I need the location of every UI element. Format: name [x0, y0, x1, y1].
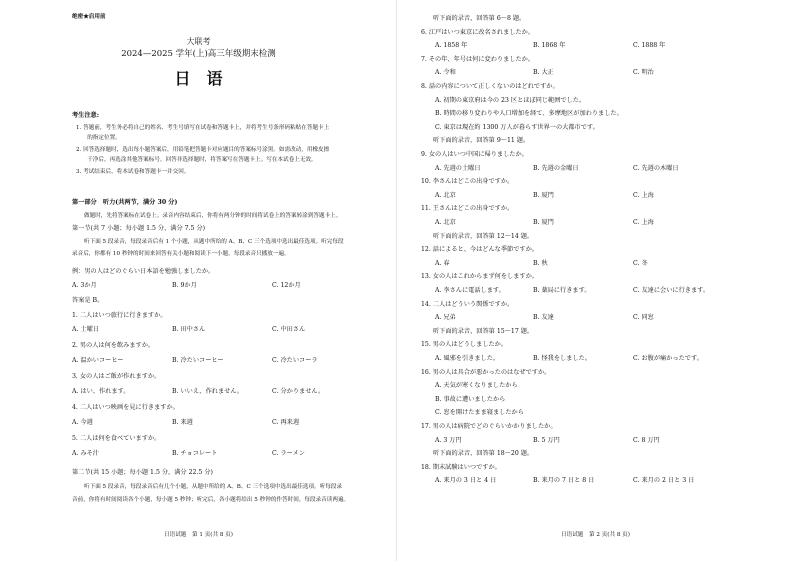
q3-option-a: A. はい、作れます。 — [72, 388, 130, 395]
section-instruction: 听下面的录音，回答第 15～17 题。 — [433, 327, 534, 335]
answer-option-c: C. 冬 — [633, 259, 648, 267]
q1-option-b: B. 田中さん — [172, 326, 206, 333]
answer-option-c: C. 来月の 2 日と 3 日 — [633, 477, 695, 485]
answer-option-a: A. 李さんに電話します。 — [435, 287, 505, 294]
section-instruction: 听下面的录音，回答第 12～14 题。 — [433, 232, 534, 240]
answer-option-c: C. 8 万円 — [633, 436, 660, 444]
exam-header: 大联考 — [186, 37, 211, 46]
answer-option-a: A. 春 — [435, 259, 450, 267]
answer-option-b: B. 厦門 — [533, 191, 554, 199]
q2-option-c: C. 冷たいコーラ — [272, 357, 318, 364]
answer-option-b: B. 友達 — [533, 314, 554, 322]
answer-option-b: B. 怪我をしました。 — [533, 355, 591, 362]
question-text: 16. 男の人は具合が悪かったのはなぜですか。 — [421, 368, 551, 376]
notice-line: 干净后，再选涂其他答案标号。回答非选择题时，将答案写在答题卡上。写在本试卷上无效。 — [76, 157, 317, 163]
answer-option-c: C. 同窓 — [633, 314, 654, 322]
answer-option-b: B. 5 万円 — [533, 436, 560, 444]
q2-option-a: A. 温かいコーヒー — [72, 357, 124, 364]
answer-option: C. 窓を開けたまま寝ましたから — [435, 409, 524, 417]
section2-heading: 第二节(共 15 小题；每小题 1.5 分，满分 22.5 分) — [72, 469, 213, 476]
answer-option-a: A. 先週の土曜日 — [435, 164, 481, 172]
question-text: 8. 話の内容について正しくないのはどれですか。 — [421, 83, 559, 90]
answer-option-b: B. 来月の 7 日と 8 日 — [533, 477, 595, 485]
question-text: 13. 女の人はこれからまず何をしますか。 — [421, 273, 538, 281]
section-instruction: 听下面的录音，回答第 18～20 题。 — [433, 450, 534, 458]
example-answer: 答案是 B。 — [72, 297, 104, 304]
q4-option-a: A. 今週 — [72, 419, 93, 426]
answer-option-b: B. 大正 — [533, 69, 554, 77]
answer-option: B. 時間の移り変わりや人口増加を経て、多摩地区が加わりました。 — [435, 110, 623, 118]
section2-desc: 音前，你将有时间阅读各个小题，每小题 5 秒钟；听完后，各小题将给出 5 秒钟的作答时间。每段录音读两遍。 — [72, 497, 350, 503]
example-option-c: C. 12か月 — [272, 282, 301, 289]
answer-option-c: C. 先週の木曜日 — [633, 164, 679, 172]
question-4: 4. 二人はいつ映画を見に行きますか。 — [72, 404, 179, 411]
q2-option-b: B. 冷たいコーヒー — [172, 357, 224, 364]
section1-desc: 录音后，你都有 10 秒钟的时间来回答有关小题和阅读下一小题。每段录音只播放一遍。 — [72, 251, 290, 257]
section2-desc: 听下面 5 段录音，每段录音后有几个小题，从题中所给的 A、B、C 三个选项中选出最佳选项。听每段录 — [84, 484, 343, 490]
question-5: 5. 二人は何を食べていますか。 — [72, 435, 161, 442]
answer-option: A. 天気が寒くなりましたから — [435, 382, 518, 390]
notice-title: 考生注意: — [72, 112, 100, 119]
part1-heading: 第一部分 听力(共两节，满分 30 分) — [72, 199, 178, 206]
question-text: 9. 女の人はいつ中国に帰りましたか。 — [421, 151, 528, 158]
notice-line: 3. 考试结束后，将本试卷和答题卡一并交回。 — [76, 169, 190, 175]
answer-option-a: A. 令和 — [435, 69, 456, 77]
answer-option-a: A. 1858 年 — [435, 42, 468, 50]
question-2: 2. 男の人は何を飲みますか。 — [72, 342, 155, 349]
exam-subtitle: 2024—2025 学年(上)高三年级期末检测 — [121, 49, 276, 59]
notice-line: 2. 回答选择题时，选出每小题答案后，用铅笔把答题卡对应题目的答案标号涂黑。如需改动，用橡皮擦 — [76, 147, 330, 153]
q1-option-c: C. 中田さん — [272, 326, 306, 333]
answer-option-a: A. 北京 — [435, 191, 456, 199]
q1-option-a: A. 土曜日 — [72, 326, 99, 333]
question-text: 11. 王さんはどこの出身ですか。 — [421, 205, 514, 213]
example-option-a: A. 3か月 — [72, 282, 97, 289]
answer-option-c: C. お腹が痛かったです。 — [633, 355, 703, 362]
section1-heading: 第一节(共 7 小题；每小题 1.5 分，满分 7.5 分) — [72, 225, 206, 232]
question-text: 15. 男の人はどうしましたか。 — [421, 341, 508, 349]
example-option-b: B. 9か月 — [172, 282, 197, 289]
answer-option-b: B. 先週の金曜日 — [533, 164, 579, 172]
answer-option-c: C. 友達に会いに行きます。 — [633, 287, 710, 294]
answer-option-a: A. 3 万円 — [435, 436, 462, 444]
question-text: 17. 男の人は病院でどのぐらいかかりましたか。 — [421, 423, 557, 430]
answer-option-a: A. 来月の 3 日と 4 日 — [435, 477, 497, 485]
question-3: 3. 女の人はご飯が作れますか。 — [72, 373, 161, 380]
q5-option-a: A. みそ汁 — [72, 450, 99, 457]
question-text: 10. 李さんはどこの出身ですか。 — [421, 178, 514, 186]
answer-option-b: B. 薬局に行きます。 — [533, 287, 591, 294]
answer-option-b: B. 秋 — [533, 259, 548, 267]
section-instruction: 听下面的录音，回答第 6～8 题。 — [433, 15, 526, 22]
section-instruction: 听下面的录音，回答第 9～11 题。 — [433, 137, 530, 145]
question-1: 1. 二人はいつ旅行に行きますか。 — [72, 312, 167, 319]
section1-desc: 听下面 5 段录音，每段录音后有 1 个小题，从题中所给的 A、B、C 三个选项中选出最佳选项。听完每段 — [84, 239, 344, 245]
example-question: 例：男の人はどのぐらい日本語を勉強しましたか。 — [72, 268, 215, 275]
page-2 — [397, 0, 794, 561]
page-title: 日 语 — [174, 69, 223, 88]
answer-option-b: B. 1868 年 — [533, 42, 566, 50]
question-text: 7. その年、年号は何に変わりましたか。 — [421, 55, 535, 63]
answer-option-a: A. 兄弟 — [435, 314, 456, 322]
notice-line: 的指定位置。 — [76, 135, 121, 141]
q5-option-c: C. ラーメン — [272, 450, 305, 457]
question-text: 12. 話によると、今はどんな季節ですか。 — [421, 246, 538, 254]
page-footer: 日语试题 第 1 页(共 8 页) — [164, 532, 233, 538]
answer-option: A. 初期の東京府は今の 23 区とほぼ同じ範囲でした。 — [435, 96, 586, 104]
answer-option-c: C. 明治 — [633, 69, 654, 77]
q5-option-b: B. チョコレート — [172, 450, 218, 457]
q3-option-c: C. 分かりません。 — [272, 388, 325, 395]
question-text: 6. 江戸はいつ東京に改名されましたか。 — [421, 28, 535, 36]
question-text: 14. 二人はどういう関係ですか。 — [421, 300, 514, 308]
answer-option: B. 事故に遭いましたから — [435, 395, 506, 403]
answer-option-b: B. 厦門 — [533, 219, 554, 226]
part1-desc: 做题时，先将答案标在试卷上。录音内容结束后，你将有两分钟的时间将试卷上的答案转涂到答题卡上。 — [84, 213, 342, 219]
answer-option: C. 東京は現在約 1300 万人が暮らす世界一の大都市です。 — [435, 123, 599, 131]
q4-option-c: C. 再来週 — [272, 419, 300, 426]
q3-option-b: B. いいえ、作れません。 — [172, 388, 244, 395]
secret-label: 绝密★启用前 — [72, 14, 106, 20]
q4-option-b: B. 来週 — [172, 419, 193, 426]
notice-line: 1. 答题前，考生务必将自己的姓名、考生号填写在试卷和答题卡上，并将考生号条形码粘贴在答题卡上 — [76, 125, 330, 131]
answer-option-c: C. 上海 — [633, 191, 654, 199]
answer-option-c: C. 上海 — [633, 219, 654, 226]
answer-option-c: C. 1888 年 — [633, 42, 666, 50]
question-text: 18. 期末試験はいつですか。 — [421, 463, 501, 471]
answer-option-a: A. 北京 — [435, 219, 456, 226]
page-footer: 日语试题 第 2 页(共 8 页) — [561, 532, 630, 538]
answer-option-a: A. 風邪を引きました。 — [435, 355, 500, 362]
